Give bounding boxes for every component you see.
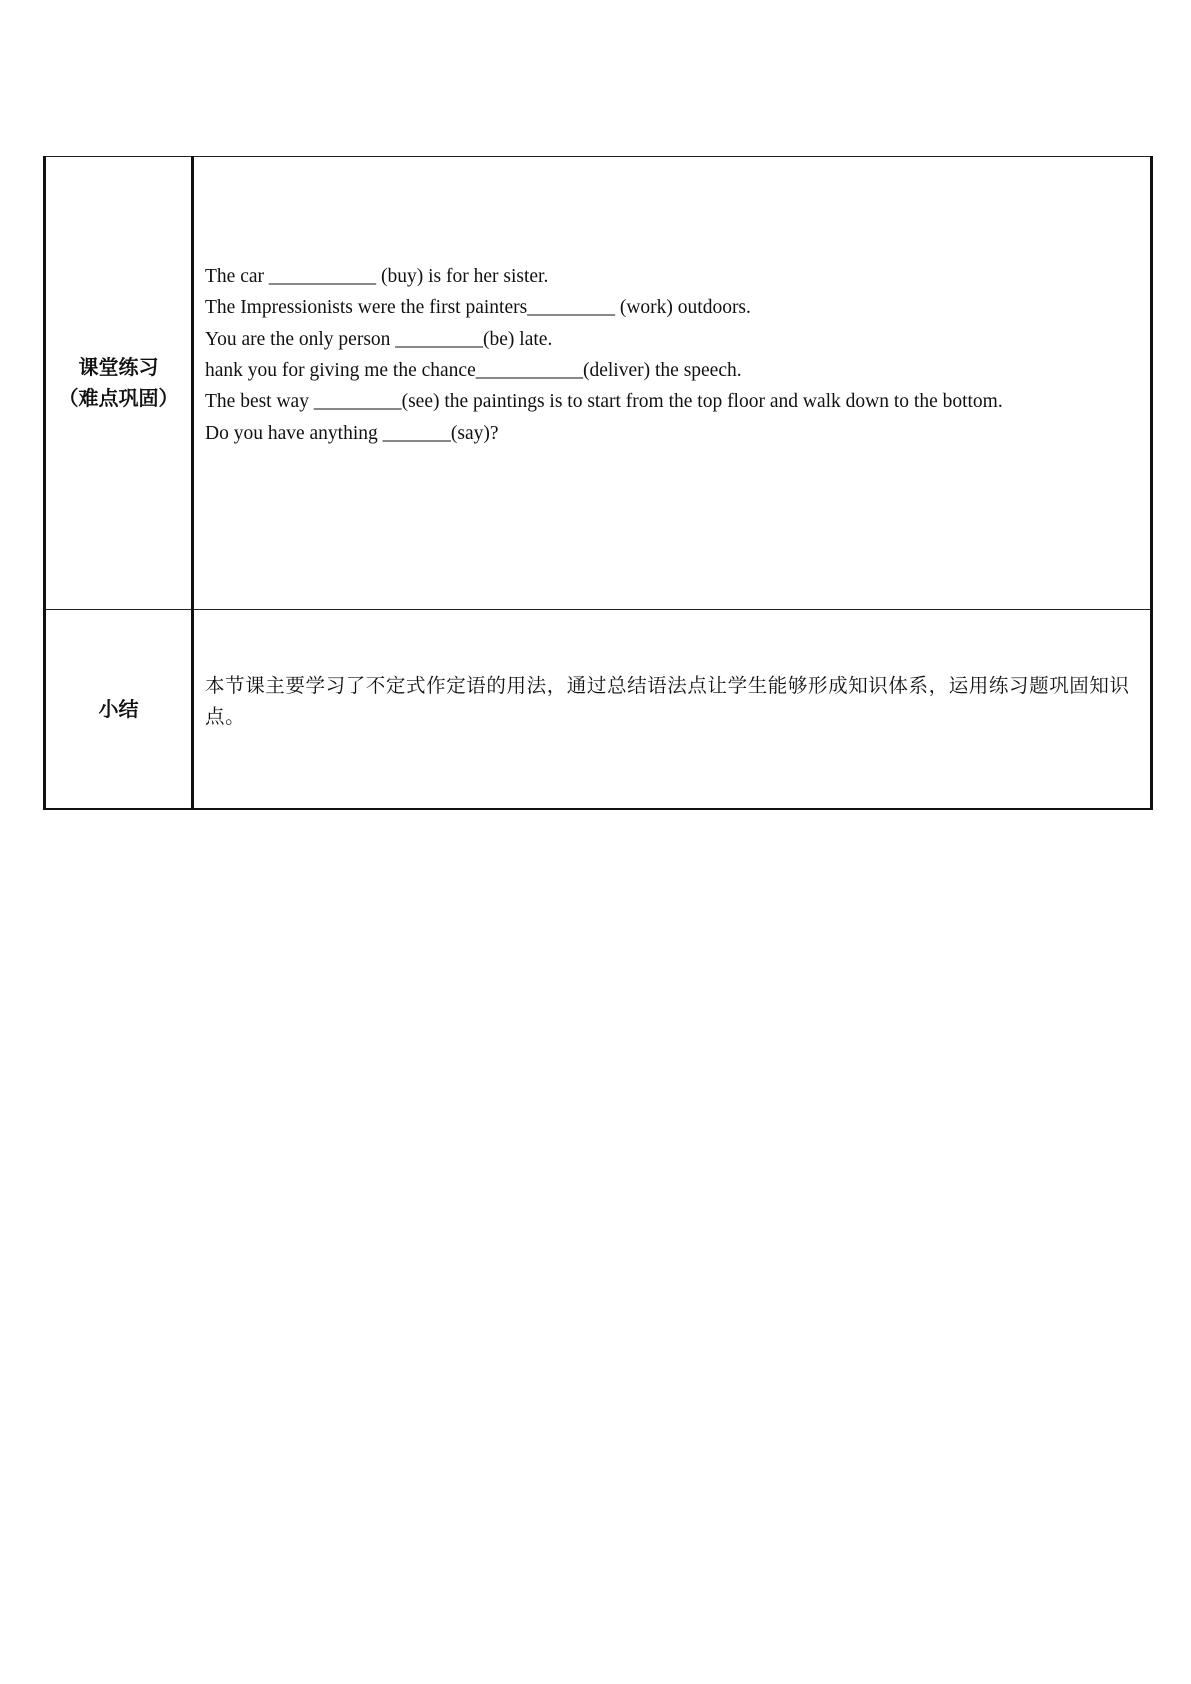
summary-row: [45, 610, 1152, 810]
exercise-item-2: The Impressionists were the first painters_________ (work) outdoors.: [205, 297, 751, 319]
summary-content-cell: [193, 610, 1152, 810]
practice-content-cell: [193, 157, 1152, 610]
practice-label-line1: 课堂练习: [78, 355, 159, 379]
summary-label-cell: [45, 610, 193, 810]
exercise-list: [205, 261, 1140, 449]
exercise-item-5: The best way _________(see) the paintings is to start from the top floor and walk down to the bottom.: [205, 391, 1003, 413]
exercise-item-3: You are the only person _________(be) late.: [205, 328, 553, 350]
practice-label-cell: [45, 157, 193, 610]
practice-label-line2: （难点巩固）: [58, 386, 179, 410]
exercise-item-1: The car ___________ (buy) is for her sister.: [205, 265, 549, 287]
summary-label: 小结: [98, 696, 139, 721]
practice-row: [45, 157, 1152, 610]
summary-text: 本节课主要学习了不定式作定语的用法，通过总结语法点让学生能够形成知识体系，运用练习题巩固知识点。: [205, 674, 1130, 728]
lesson-table: [43, 156, 1153, 810]
exercise-item-6: Do you have anything _______(say)?: [205, 422, 499, 444]
exercise-item-4: hank you for giving me the chance___________(deliver) the speech.: [205, 360, 742, 381]
